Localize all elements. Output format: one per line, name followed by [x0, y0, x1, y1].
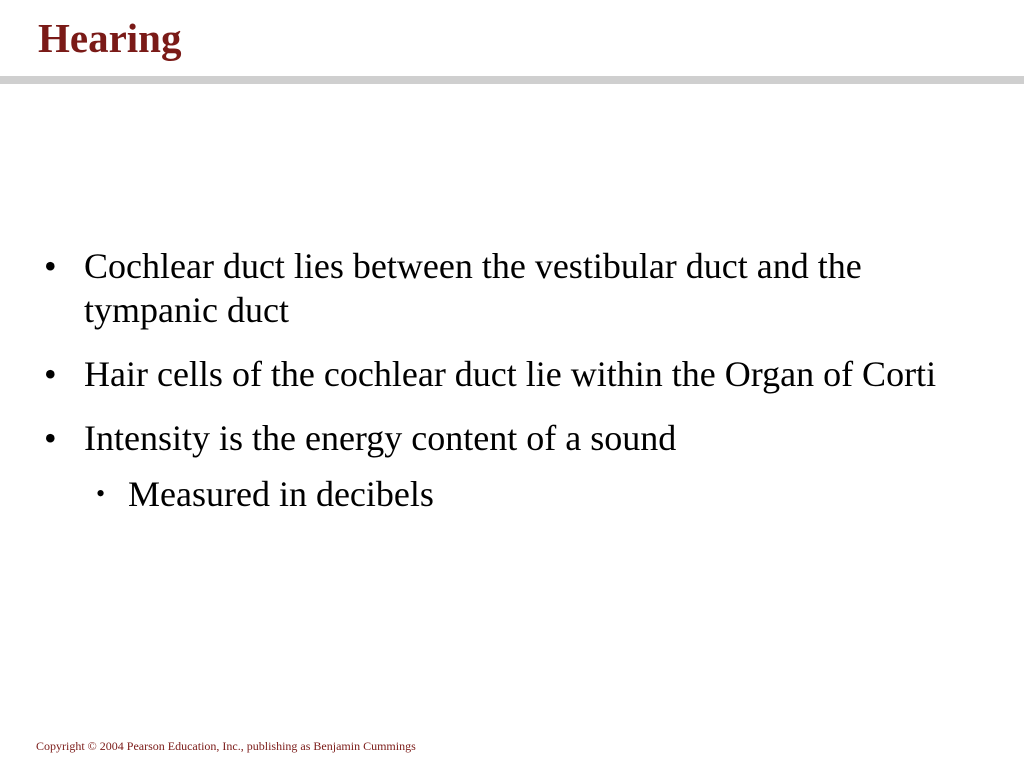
bullet-item	[44, 352, 964, 396]
bullet-item	[44, 244, 964, 332]
slide-title: Hearing	[38, 15, 182, 61]
title-divider	[0, 76, 1024, 84]
bullet-dot-icon: •	[44, 418, 57, 458]
sub-bullet-text: Measured in decibels	[128, 474, 434, 514]
bullet-dot-icon: •	[44, 246, 57, 286]
bullet-dot-icon: •	[44, 354, 57, 394]
bullet-text: Intensity is the energy content of a sound	[84, 418, 677, 458]
sub-bullet-item	[96, 472, 964, 516]
sub-bullet-dot-icon: •	[96, 479, 106, 508]
bullet-item	[44, 416, 964, 460]
copyright-footer: Copyright © 2004 Pearson Education, Inc., publishing as Benjamin Cummings	[36, 739, 416, 753]
bullet-text: Cochlear duct lies between the vestibular duct and the tympanic duct	[84, 246, 862, 330]
bullet-list	[44, 244, 964, 516]
bullet-text: Hair cells of the cochlear duct lie within the Organ of Corti	[84, 354, 937, 394]
